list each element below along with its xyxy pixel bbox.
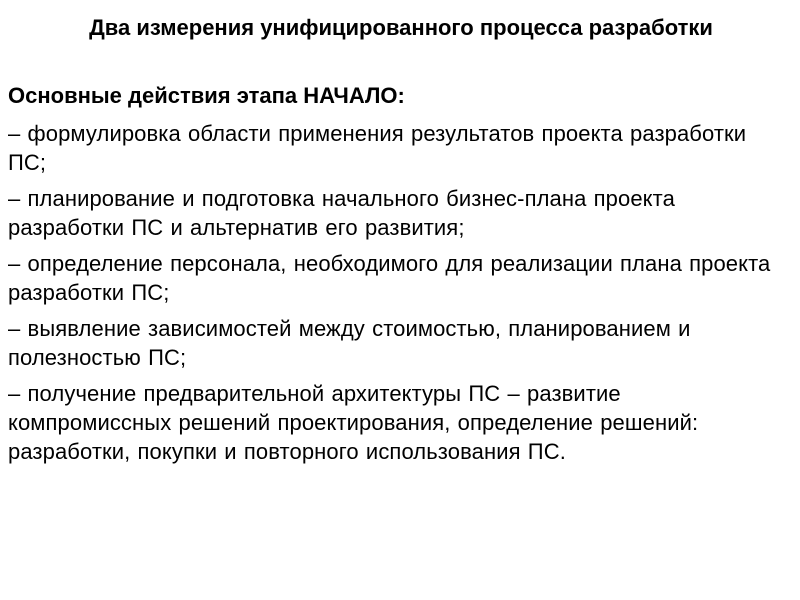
list-item: – получение предварительной архитектуры ПС – развитие компромиссных решений проектирования, определение решений: разработки, покупки и повторного использования ПС.	[8, 381, 699, 464]
list-item: – планирование и подготовка начального бизнес-плана проекта разработки ПС и альтернатив его развития;	[8, 186, 675, 240]
list-item: – формулировка области применения результатов проекта разработки ПС;	[8, 121, 747, 175]
section-heading: Основные действия этапа НАЧАЛО:	[8, 83, 405, 108]
slide-title: Два измерения унифицированного процесса разработки	[89, 15, 713, 40]
action-list	[8, 119, 788, 466]
list-item: – выявление зависимостей между стоимостью, планированием и полезностью ПС;	[8, 316, 691, 370]
slide-body	[8, 80, 788, 466]
list-item: – определение персонала, необходимого для реализации плана проекта разработки ПС;	[8, 251, 771, 305]
